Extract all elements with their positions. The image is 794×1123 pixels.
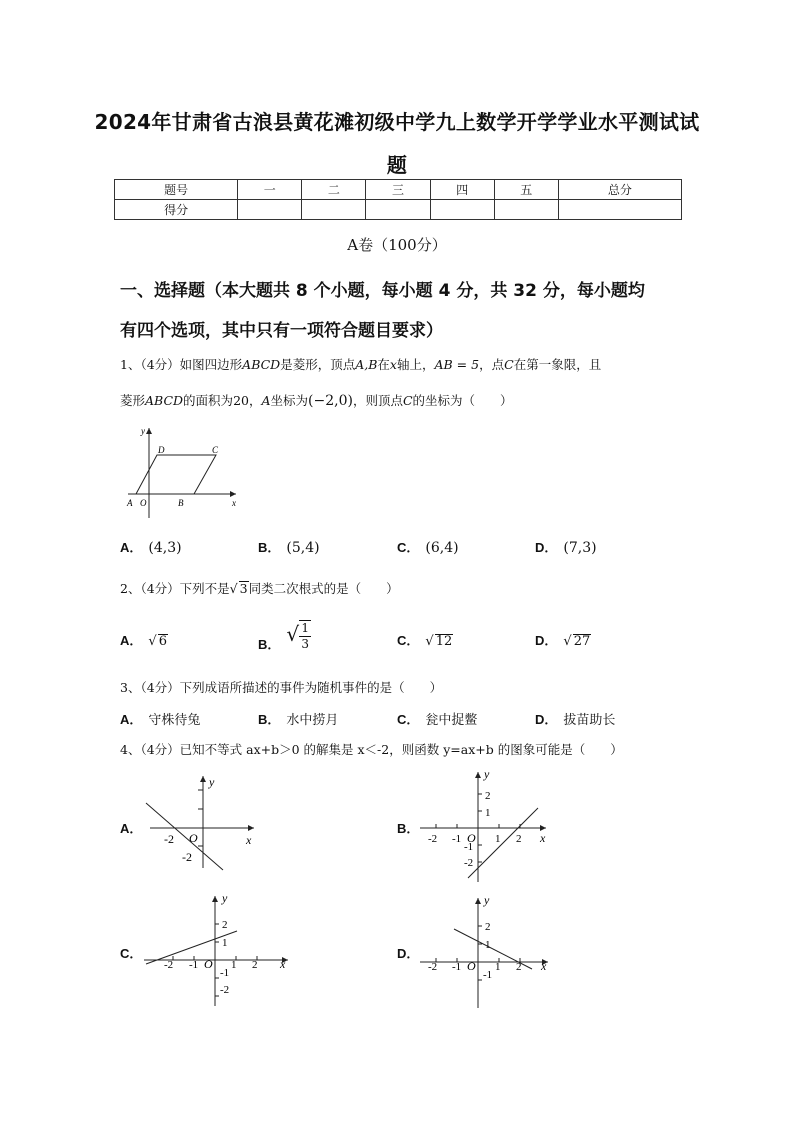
tick-label-x: -2: [164, 959, 174, 971]
option-text: (4,3): [148, 540, 182, 556]
sqrt-sign: √: [148, 634, 157, 649]
fraction: [299, 620, 311, 652]
axis-label-y: y: [222, 891, 228, 905]
axis-label-y: y: [484, 767, 490, 781]
tick-label-x: -1: [452, 833, 462, 845]
part1-heading-line2: 有四个选项，其中只有一项符合题目要求）: [120, 321, 443, 341]
score-table-cell: 三: [366, 180, 430, 200]
q1-text: 轴上，: [396, 357, 435, 372]
axis-label-y: y: [484, 893, 490, 907]
part1-heading-line1: 一、选择题（本大题共 8 个小题，每小题 4 分，共 32 分，每小题均: [120, 281, 645, 301]
fig-label-o: O: [140, 498, 147, 508]
option-letter: C．: [120, 946, 143, 961]
q1-option-a[interactable]: [120, 537, 182, 556]
q1-ab-equation: AB = 5: [434, 357, 480, 372]
q4-number: 4、（4分）: [120, 742, 180, 757]
q3-number: 3、（4分）: [120, 680, 180, 695]
option-letter: D．: [535, 712, 558, 727]
tick-label-y: -1: [483, 969, 493, 981]
q2-option-d[interactable]: [535, 630, 591, 649]
q1-text: ，则顶点: [352, 393, 403, 408]
axis-label-y: y: [209, 775, 215, 789]
q1-rhombus-figure: [124, 424, 242, 520]
fig-label-a: A: [127, 498, 133, 508]
fraction-denominator: 3: [301, 637, 309, 651]
option-text: 拔苗助长: [563, 713, 616, 728]
q2-radicand: 3: [239, 581, 248, 596]
q3-line: [120, 678, 442, 696]
y-axis-arrow: [475, 898, 481, 904]
option-letter: D．: [535, 540, 558, 555]
score-table-cell: 四: [430, 180, 494, 200]
score-input-cell[interactable]: [238, 200, 302, 220]
q1-text: 的坐标为（ ）: [412, 393, 513, 408]
tick-label-x: 2: [252, 959, 258, 971]
option-text: (6,4): [425, 540, 459, 556]
x-axis-arrow: [248, 825, 254, 831]
q1-abcd: ABCD: [145, 393, 184, 408]
q4-graph-a: [142, 772, 257, 872]
option-letter: D．: [397, 946, 420, 961]
fig-label-c: C: [212, 445, 219, 455]
tick-label-x: -1: [452, 961, 462, 973]
tick-label-x: 1: [231, 959, 237, 971]
fig-label-y: y: [141, 426, 145, 436]
option-text: 水中捞月: [286, 713, 339, 728]
tick-label-x: -1: [189, 959, 199, 971]
q4-line: [120, 740, 623, 758]
tick-label-x: 1: [495, 961, 501, 973]
q3-option-d[interactable]: [535, 709, 615, 728]
q1-a-coordinate: (−2,0): [308, 393, 353, 409]
sqrt-sign: √: [425, 634, 434, 649]
option-letter: B．: [258, 637, 281, 652]
tick-label-x: 1: [495, 833, 501, 845]
q1-a-point: A: [261, 393, 271, 408]
q3-option-a[interactable]: [120, 709, 200, 728]
option-text: 守株待兔: [148, 713, 201, 728]
q4-text: 已知不等式 ax+b＞0 的解集是 x＜-2，则函数 y=ax+b 的图象可能是（ ）: [179, 742, 623, 757]
option-letter: A．: [120, 712, 143, 727]
q1-text: 在: [377, 357, 390, 372]
option-radicand: 6: [158, 634, 167, 649]
axis-label-x: x: [246, 833, 252, 847]
option-text: (7,3): [563, 540, 597, 556]
option-letter: C．: [397, 540, 420, 555]
option-letter: C．: [397, 633, 420, 648]
tick-label-y: 2: [222, 919, 228, 931]
tick-label-y: 2: [485, 921, 491, 933]
q2-number: 2、（4分）: [120, 581, 180, 596]
q1-abcd: ABCD: [242, 357, 281, 372]
tick-label-x: 2: [516, 833, 522, 845]
q2-line: [120, 579, 399, 597]
score-table-cell: 得分: [115, 200, 238, 220]
q1-text: 是菱形，顶点: [280, 357, 356, 372]
q1-text: ，: [248, 393, 262, 408]
score-table-header-row: [115, 180, 682, 200]
q2-option-a[interactable]: [120, 630, 168, 649]
tick-label-y: 1: [222, 937, 228, 949]
option-letter: B．: [258, 712, 281, 727]
score-table-cell: 二: [302, 180, 366, 200]
axis-label-x: x: [280, 957, 286, 971]
q4-graph-d: [418, 892, 553, 1010]
q4-graph-c: [142, 890, 292, 1008]
axis-label-x: x: [540, 831, 546, 845]
option-letter: B．: [397, 821, 420, 836]
axis-label-x: x: [541, 959, 547, 973]
option-radicand: 12: [435, 634, 453, 649]
x-axis-arrow: [230, 491, 236, 497]
fig-label-d: D: [158, 445, 165, 455]
q1-option-b[interactable]: [258, 537, 320, 556]
tick-label-y: 2: [485, 790, 491, 802]
fig-label-b: B: [178, 498, 184, 508]
q1-number: 1、（4分）: [120, 357, 180, 372]
score-input-cell[interactable]: [430, 200, 494, 220]
origin-label: O: [467, 831, 476, 845]
q2-option-b[interactable]: [258, 620, 311, 652]
option-letter: A．: [120, 633, 143, 648]
exam-title-line2: 题: [386, 153, 408, 177]
tick-label-y: 1: [485, 939, 491, 951]
tick-label-y: 1: [485, 807, 491, 819]
tick-label-x: -2: [428, 961, 438, 973]
y-axis-arrow: [475, 772, 481, 778]
q1-ab-points: A,B: [355, 357, 378, 372]
tick-label-x: -2: [428, 833, 438, 845]
sqrt-sign: √: [563, 634, 572, 649]
fraction-numerator: 1: [299, 621, 311, 637]
q1-text: 菱形: [120, 393, 146, 408]
exam-title-line1: 2024年甘肃省古浪县黄花滩初级中学九上数学开学学业水平测试试: [94, 110, 700, 134]
score-table: [114, 179, 682, 220]
q3-option-b[interactable]: [258, 709, 338, 728]
fig-label-x: x: [232, 498, 236, 508]
q2-option-c[interactable]: [397, 630, 453, 649]
tick-label-y: -2: [220, 984, 230, 996]
origin-label: O: [467, 959, 476, 973]
sqrt-sign: √: [286, 622, 300, 646]
q1-text: 如图四边形: [179, 357, 243, 372]
option-radicand: 27: [573, 634, 591, 649]
option-letter: C．: [397, 712, 420, 727]
option-letter: D．: [535, 633, 558, 648]
option-letter: A．: [120, 821, 143, 836]
q1-option-d[interactable]: [535, 537, 597, 556]
score-input-cell[interactable]: [494, 200, 558, 220]
origin-label: O: [204, 957, 213, 971]
rhombus-abcd: [136, 455, 216, 494]
score-table-cell: 五: [494, 180, 558, 200]
option-letter: B．: [258, 540, 281, 555]
q1-line1: [120, 355, 601, 373]
tick-label-x: 2: [516, 961, 522, 973]
y-axis-arrow: [146, 428, 152, 434]
score-table-cell: 题号: [115, 180, 238, 200]
q1-area: 20: [233, 393, 249, 408]
option-letter: A．: [120, 540, 143, 555]
q1-text: 在第一象限，且: [513, 357, 602, 372]
q4-graph-b: [418, 766, 553, 884]
y-axis-arrow: [212, 896, 218, 902]
origin-label: O: [189, 831, 198, 845]
q1-c-point: C: [402, 393, 413, 408]
tick-label-y: -1: [464, 841, 474, 853]
q1-c-point: C: [504, 357, 514, 372]
q3-option-c[interactable]: [397, 709, 477, 728]
q1-option-c[interactable]: [397, 537, 459, 556]
score-input-cell[interactable]: [302, 200, 366, 220]
tick-label-y: -1: [220, 967, 230, 979]
tick-label-y: -2: [464, 857, 474, 869]
tick-label-y: -2: [182, 850, 192, 864]
score-table-cell: 一: [238, 180, 302, 200]
tick-label-x: -2: [164, 832, 174, 846]
q2-text: 下列不是: [179, 581, 230, 596]
q2-text: 同类二次根式的是（ ）: [248, 581, 399, 596]
option-text: (5,4): [286, 540, 320, 556]
q1-line2: [120, 391, 513, 409]
y-axis-arrow: [200, 776, 206, 782]
score-input-cell[interactable]: [558, 200, 681, 220]
q1-text: 坐标为: [270, 393, 309, 408]
score-table-cell: 总分: [558, 180, 681, 200]
score-table-score-row: [115, 200, 682, 220]
score-input-cell[interactable]: [366, 200, 430, 220]
q1-x-var: x: [389, 357, 397, 372]
sqrt-sign: √: [229, 581, 238, 596]
section-a-label: A卷（100分）: [347, 236, 447, 254]
q1-text: ，点: [479, 357, 505, 372]
q1-text: 的面积为: [183, 393, 234, 408]
q3-text: 下列成语所描述的事件为随机事件的是（ ）: [179, 680, 443, 695]
option-text: 瓮中捉鳖: [425, 713, 478, 728]
